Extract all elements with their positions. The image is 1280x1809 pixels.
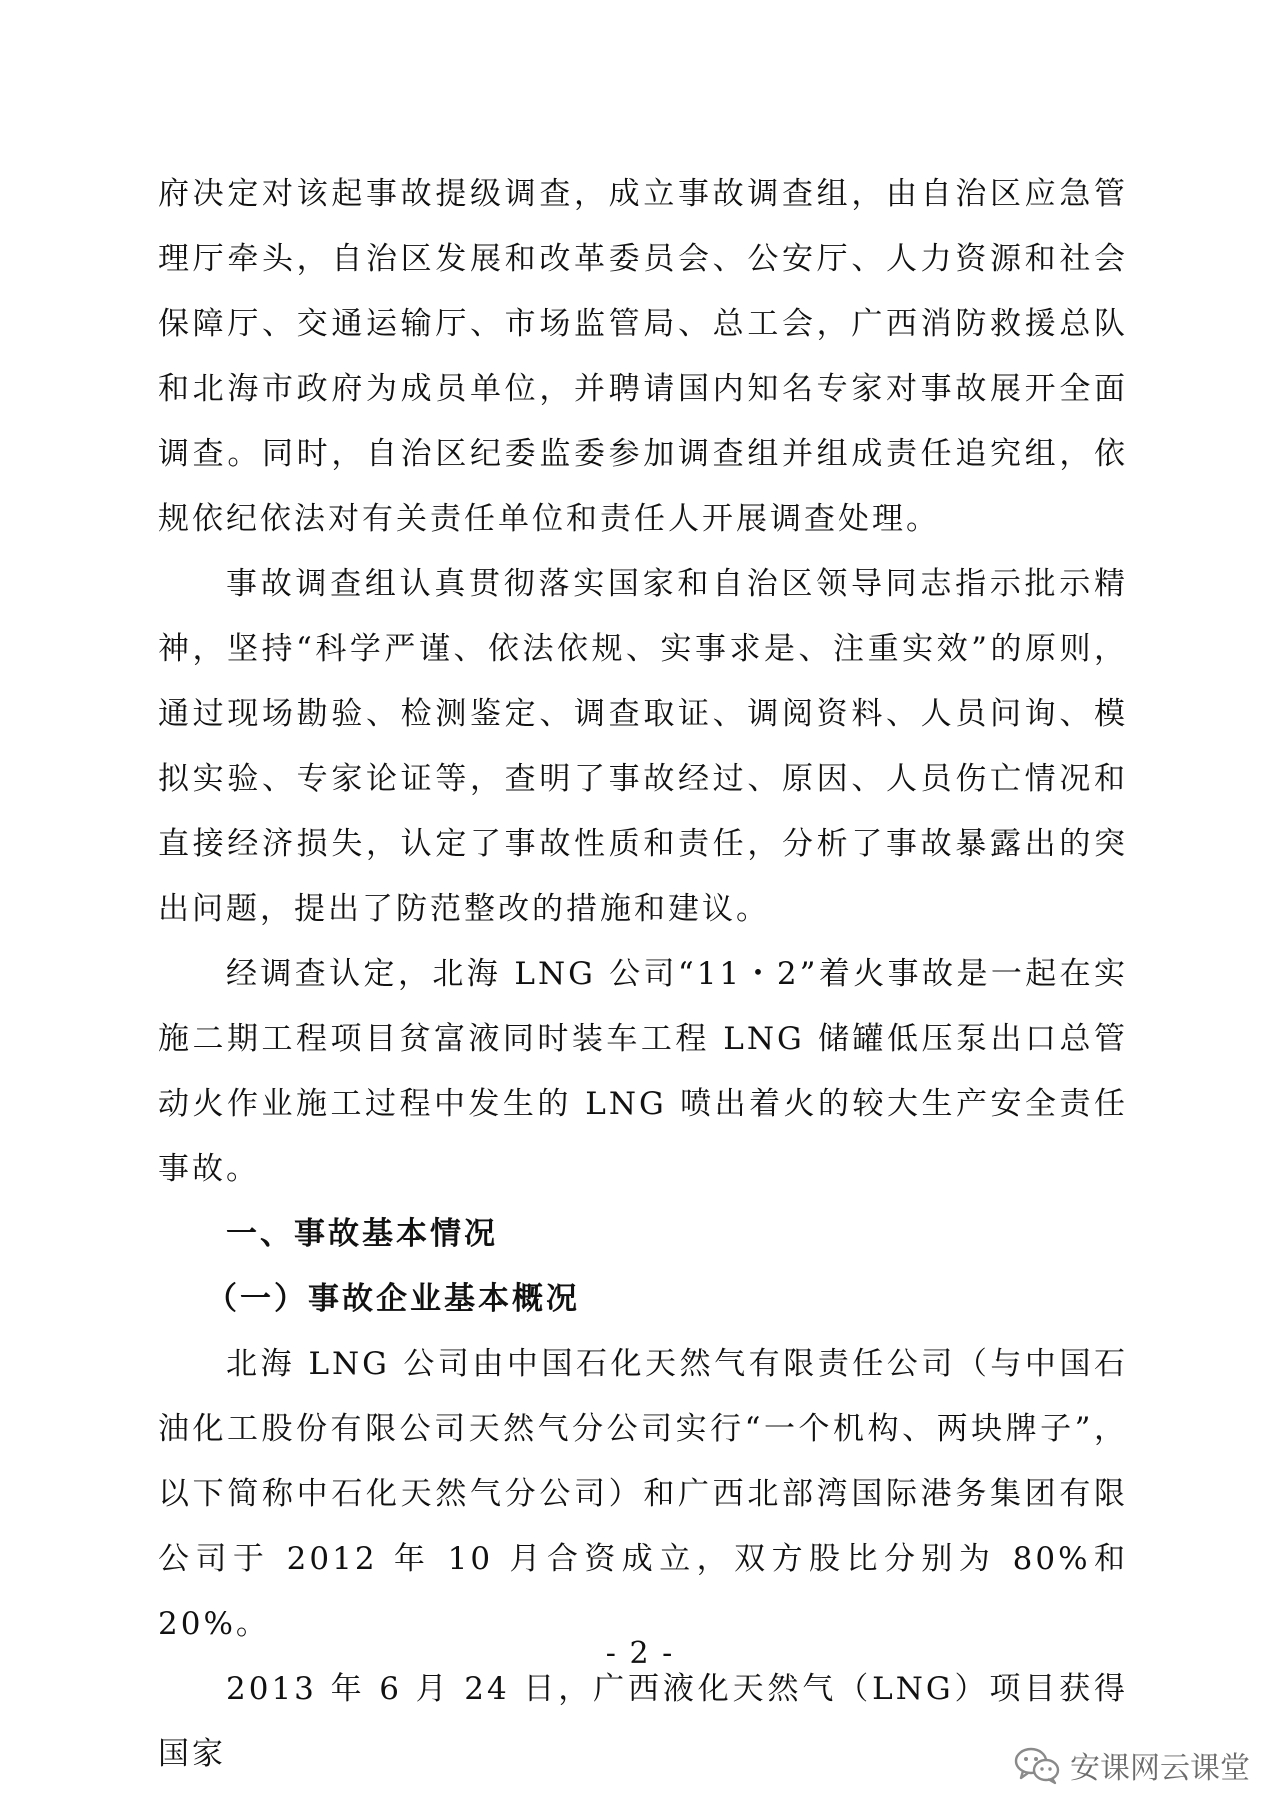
watermark — [1014, 1740, 1250, 1790]
paragraph-conclusion: 经调查认定，北海 LNG 公司“11・2”着火事故是一起在实施二期工程项目贫富液同时装车工程 LNG 储罐低压泵出口总管动火作业施工过程中发生的 LNG 喷出着火的较大生产安全责任事故。 — [158, 956, 1128, 1187]
document-body — [158, 162, 1128, 1787]
subsection-heading: （一）事故企业基本概况 — [206, 1281, 580, 1317]
paragraph-company-overview: 北海 LNG 公司由中国石化天然气有限责任公司（与中国石油化工股份有限公司天然气分公司实行“一个机构、两块牌子”，以下简称中石化天然气分公司）和广西北部湾国际港务集团有限公司于 2012 年 10 月合资成立，双方股比分别为 80%和 20%。 — [158, 1346, 1128, 1642]
paragraph-investigation: 事故调查组认真贯彻落实国家和自治区领导同志指示批示精神，坚持“科学严谨、依法依规、实事求是、注重实效”的原则，通过现场勘验、检测鉴定、调查取证、调阅资料、人员问询、模拟实验、专家论证等，查明了事故经过、原因、人员伤亡情况和直接经济损失，认定了事故性质和责任，分析了事故暴露出的突出问题，提出了防范整改的措施和建议。 — [158, 566, 1128, 927]
watermark-text: 安课网云课堂 — [1070, 1751, 1250, 1786]
section-heading: 一、事故基本情况 — [226, 1216, 498, 1252]
page-number: - 2 - — [605, 1636, 675, 1671]
wechat-icon — [1014, 1745, 1060, 1785]
paragraph-project-approval: 2013 年 6 月 24 日，广西液化天然气（LNG）项目获得国家 — [158, 1671, 1128, 1772]
paragraph-continued: 府决定对该起事故提级调查，成立事故调查组，由自治区应急管理厅牵头，自治区发展和改革委员会、公安厅、人力资源和社会保障厅、交通运输厅、市场监管局、总工会，广西消防救援总队和北海市政府为成员单位，并聘请国内知名专家对事故展开全面调查。同时，自治区纪委监委参加调查组并组成责任追究组，依规依纪依法对有关责任单位和责任人开展调查处理。 — [158, 176, 1128, 537]
